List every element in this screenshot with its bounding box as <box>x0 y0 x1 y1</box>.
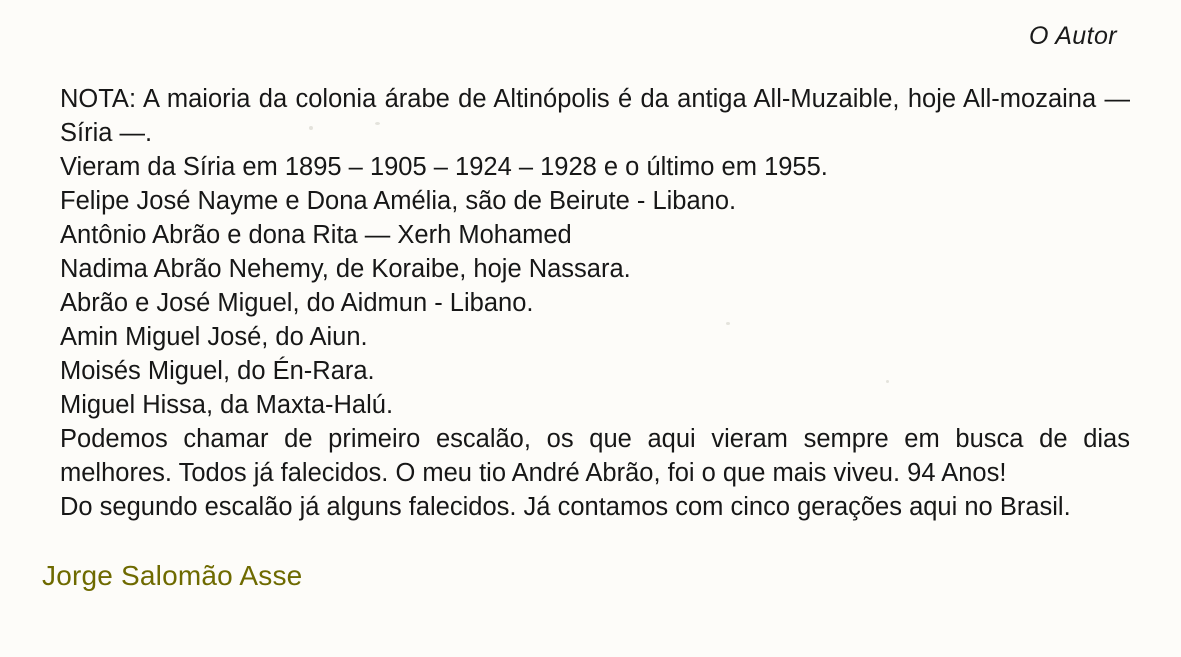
note-line: Abrão e José Miguel, do Aidmun - Libano. <box>60 289 534 317</box>
note-body <box>60 82 1130 524</box>
author-signature: Jorge Salomão Asse <box>42 560 303 591</box>
author-byline: O Autor <box>1028 22 1117 50</box>
note-paragraph: Podemos chamar de primeiro escalão, os que aqui vieram sempre em busca de dias melhores. Todos já falecidos. O meu tio André Abrão, foi o que mais viveu. 94 Anos! <box>60 425 1130 487</box>
note-line: Amin Miguel José, do Aiun. <box>60 323 368 351</box>
note-line: Vieram da Síria em 1895 – 1905 – 1924 – 1928 e o último em 1955. <box>60 153 828 181</box>
note-line: Felipe José Nayme e Dona Amélia, são de Beirute - Libano. <box>60 187 737 215</box>
note-line: NOTA: A maioria da colonia árabe de Altinópolis é da antiga All-Muzaible, hoje All-mozaina — Síria —. <box>60 85 1130 147</box>
note-line: Antônio Abrão e dona Rita — Xerh Mohamed <box>60 221 572 249</box>
note-line: Moisés Miguel, do Én-Rara. <box>60 357 375 385</box>
note-line: Nadima Abrão Nehemy, de Koraibe, hoje Nassara. <box>60 255 631 283</box>
note-line: Miguel Hissa, da Maxta-Halú. <box>60 391 394 419</box>
note-paragraph: Do segundo escalão já alguns falecidos. Já contamos com cinco gerações aqui no Brasil. <box>60 493 1071 521</box>
